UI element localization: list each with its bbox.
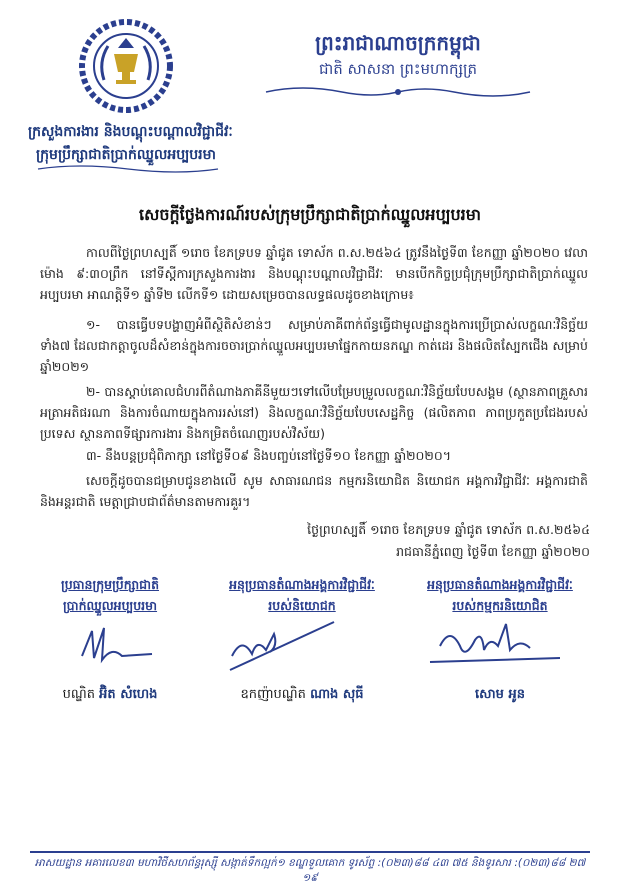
paragraph-item-3: ៣- នឹងបន្តប្រជុំពិភាក្សា នៅថ្ងៃទី០៩ និងបញ្ចប់នៅថ្ងៃទី១០ ខែកញ្ញា ឆ្នាំ២០២០។ [86, 448, 451, 463]
honorific: បណ្ឌិត [62, 687, 96, 702]
honorific: ឧកញ៉ាបណ្ឌិត [240, 687, 306, 702]
position-line-2: របស់កម្មករនិយោជិត [452, 598, 548, 613]
name: អ៊ិត សំហេង [99, 687, 158, 702]
signatory-3-position [410, 574, 590, 616]
signature-2-mark [222, 616, 342, 676]
paragraph-intro: កាលពីថ្ងៃព្រហស្បតិ៍ ១រោច ខែភទ្របទ ឆ្នាំជូត ទោស័ក ព.ស.២៥៦៤ ត្រូវនឹងថ្ងៃទី៣ ខែកញ្ញា ឆ្នាំ២០២០ វេលាម៉ោង ៩:៣០ព្រឹក នៅទីស្តីការក្រសួងការងារ និងបណ្តុះបណ្តាលវិជ្ជាជីវៈ មានបើកកិច្ចប្រជុំក្រុមប្រឹក្សាជាតិប្រាក់ឈ្នួលអប្បបរមា អាណត្តិទី១ ឆ្នាំទី២ លើកទី១ ដោយសម្រេចបានលទ្ធផលដូចខាងក្រោម៖ [40, 245, 588, 302]
position-line-2: របស់និយោជក [268, 598, 336, 613]
national-motto: ជាតិ សាសនា ព្រះមហាក្សត្រ [318, 60, 478, 78]
signatory-2-position [212, 574, 392, 616]
paragraph-closing: សេចក្តីដូចបានជម្រាបជូនខាងលើ សូម សាធារណជន កម្មករនិយោជិត និយោជក អង្គការវិជ្ជាជីវៈ អង្គការជាតិ និងអន្តរជាតិ មេត្តាជ្រាបជាព័ត៌មានតាមការគួរ។ [40, 473, 588, 509]
signatory-3-name [410, 686, 590, 705]
position-line-1: អនុប្រធានតំណាងអង្គការវិជ្ជាជីវៈ [229, 577, 375, 592]
solar-date: រាជធានីភ្នំពេញ ថ្ងៃទី៣ ខែកញ្ញា ឆ្នាំ២០២០ [396, 544, 590, 559]
position-line-2: ប្រាក់ឈ្នួលអប្បបរមា [62, 598, 158, 613]
tacteng-ornament [262, 82, 534, 102]
signature-3-mark [420, 616, 570, 676]
document-title: សេចក្តីថ្លែងការណ៍របស់ក្រុមប្រឹក្សាជាតិប្រាក់ឈ្នួលអប្បបរមា [139, 205, 481, 224]
footer-divider [30, 851, 590, 853]
council-name: ក្រុមប្រឹក្សាជាតិប្រាក់ឈ្នួលអប្បបរមា [36, 147, 216, 163]
footer-address: អាសយដ្ឋាន អគារលេខ៣ មហាវិថីសហព័ន្ធរុស្ស៊ី សង្កាត់ទឹកល្អក់១ ខណ្ឌទួលគោក ទូរស័ព្ទ :(០២៣)៨៨ ៤៣ ៧៥ និងទូរសារ :(០២៣)៨៨ ២៧ ១៩ [34, 857, 586, 884]
signatory-1-position [20, 574, 200, 616]
paragraph-item-2: ២- បានស្តាប់គោលជំហរពីតំណាងភាគីនីមួយៗទៅលើបម្រែបម្រួលលក្ខណៈវិនិច្ឆ័យបែបសង្គម (ស្ថានភាពគ្រួសារ អត្រាអតិផរណា និងការចំណាយក្នុងការរស់នៅ) និងលក្ខណៈវិនិច្ឆ័យបែបសេដ្ឋកិច្ច (ផលិតភាព ភាពប្រកួតប្រជែងរបស់ប្រទេស ស្ថានភាពទីផ្សារការងារ និងកម្រិតចំណេញរបស់វិស័យ) [40, 384, 588, 441]
signatory-2-name [212, 686, 392, 705]
divider-ornament [28, 163, 228, 175]
ministry-name: ក្រសួងការងារ និងបណ្តុះបណ្តាលវិជ្ជាជីវៈ [28, 124, 233, 140]
paragraph-item-1: ១- បានធ្វើបទបង្ហាញអំពីស្ថិតិសំខាន់ៗ សម្រាប់ភាគីពាក់ព័ន្ធធ្វើជាមូលដ្ឋានក្នុងការប្រើប្រាស់លក្ខណៈវិនិច្ឆ័យទាំង៧ ដែលជាកត្តាចូលដ៏សំខាន់ក្នុងការចចារប្រាក់ឈ្នួលអប្បបរមាផ្នែកកាយនភណ្ឌ កាត់ដេរ និងផលិតស្បែកជើង សម្រាប់ឆ្នាំ២០២១ [40, 317, 588, 374]
ministry-logo [78, 18, 174, 114]
name: ណាង សុធី [310, 687, 364, 702]
name: សោម អូន [475, 687, 525, 702]
kingdom-heading: ព្រះរាជាណាចក្រកម្ពុជា [315, 31, 481, 55]
position-line-1: អនុប្រធានតំណាងអង្គការវិជ្ជាជីវៈ [427, 577, 573, 592]
signatory-1-name [20, 686, 200, 705]
signature-1-mark [72, 616, 162, 676]
lunar-date: ថ្ងៃព្រហស្បតិ៍ ១រោច ខែភទ្របទ ឆ្នាំជូត ទោស័ក ព.ស.២៥៦៤ [307, 522, 590, 537]
position-line-1: ប្រធានក្រុមប្រឹក្សាជាតិ [60, 577, 160, 592]
